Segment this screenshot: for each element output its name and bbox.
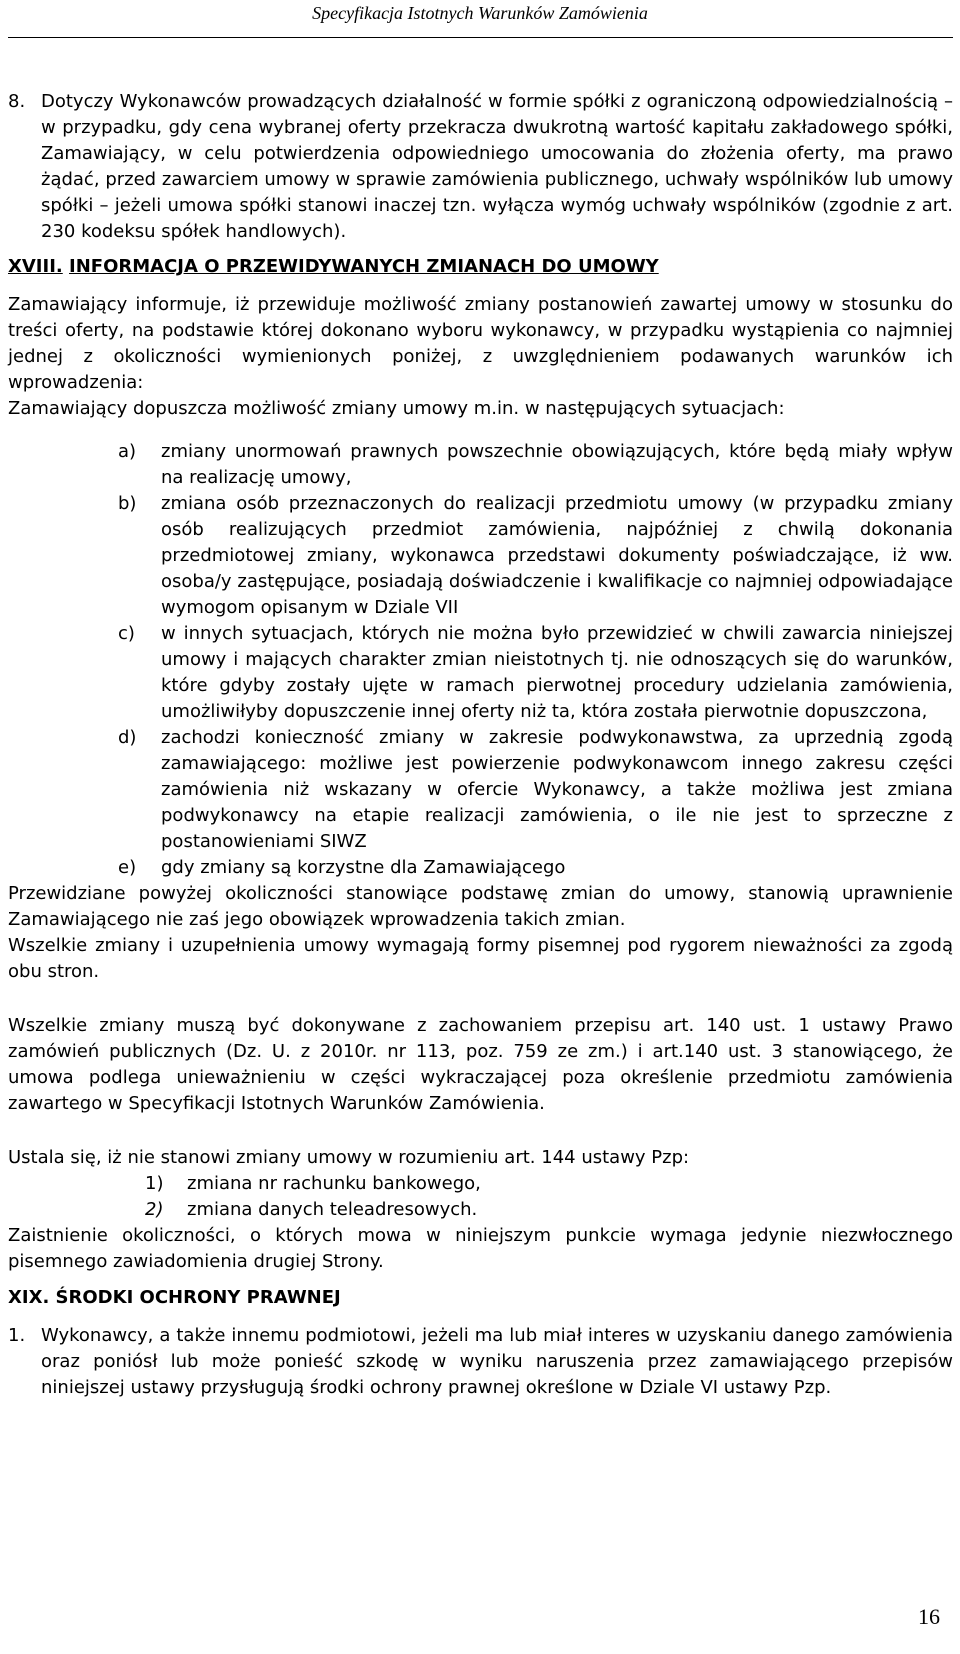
- spacer: [8, 985, 953, 1013]
- no-change-item-1: [145, 1171, 953, 1197]
- list-item-b-text: zmiana osób przeznaczonych do realizacji przedmiotu umowy (w przypadku zmiany osób realizujących przedmiot zamówienia, najpóźniej z chwilą dokonania przedmiotowej zmiany, wykonawca przedstawi dokumenty poświadczające, iż ww. osoba/y zastępujące, posiadają doświadczenie i kwalifikacje co najmniej odpowiadające wymogom opisanym w Dziale VII: [161, 493, 953, 618]
- list-item-d: [118, 725, 953, 855]
- para-entitlement: Przewidziane powyżej okoliczności stanowiące podstawę zmian do umowy, stanowią uprawnienie Zamawiającego nie zaś jego obowiązek wprowadzenia takich zmian.: [8, 883, 953, 930]
- section-19-point-1: [8, 1323, 953, 1401]
- no-change-item-2-marker: 2): [145, 1199, 164, 1220]
- list-item-d-text: zachodzi konieczność zmiany w zakresie podwykonawstwa, za uprzednią zgodą zamawiającego: możliwe jest powierzenie podwykonawcom innego zakresu części zamówienia niż wskazany w ofercie Wykonawcy, a także możliwa jest zmiana podwykonawcy na etapie realizacji zamówienia, o ile nie jest to sprzeczne z postanowieniami SIWZ: [161, 727, 953, 852]
- section-18-heading-text: INFORMACJA O PRZEWIDYWANYCH ZMIANACH DO UMOWY: [69, 256, 659, 277]
- point-8: [8, 89, 953, 245]
- para-notification: Zaistnienie okoliczności, o których mowa w niniejszym punkcie wymaga jedynie niezwłocznego pisemnego zawiadomienia drugiej Strony.: [8, 1225, 953, 1272]
- change-conditions-list: [8, 439, 953, 881]
- header-rule: [8, 37, 953, 38]
- section-19-point-1-number: 1.: [8, 1325, 26, 1346]
- para-law: Wszelkie zmiany muszą być dokonywane z zachowaniem przepisu art. 140 ust. 1 ustawy Prawo zamówień publicznych (Dz. U. z 2010r. nr 113, poz. 759 ze zm.) i art.140 ust. 3 stanowiącego, że umowa podlega unieważnieniu w części wykraczającej poza określenie przedmiotu zamówienia zawartego w Specyfikacji Istotnych Warunków Zamówienia.: [8, 1015, 953, 1114]
- list-item-d-marker: d): [118, 727, 137, 748]
- no-change-item-2-text: zmiana danych teleadresowych.: [187, 1199, 478, 1220]
- spacer: [8, 1117, 953, 1145]
- section-19-heading: XIX. ŚRODKI OCHRONY PRAWNEJ: [8, 1287, 341, 1308]
- para-written-form: Wszelkie zmiany i uzupełnienia umowy wymagają formy pisemnej pod rygorem nieważności za zgodą obu stron.: [8, 935, 953, 982]
- list-item-a: [118, 439, 953, 491]
- list-item-a-text: zmiany unormowań prawnych powszechnie obowiązujących, które będą miały wpływ na realizację umowy,: [161, 441, 953, 488]
- list-item-c-text: w innych sytuacjach, których nie można było przewidzieć w chwili zawarcia niniejszej umowy i mających charakter zmian nieistotnych tj. nie odnoszących się do warunków, które gdyby zostały ujęte w ramach pierwotnej procedury udzielania zamówienia, umożliwiłyby dopuszczenie innej oferty niż ta, która została pierwotnie dopuszczona,: [161, 623, 953, 722]
- list-item-e-text: gdy zmiany są korzystne dla Zamawiającego: [161, 857, 566, 878]
- no-change-item-2: [145, 1197, 953, 1223]
- page-content: [8, 89, 953, 1401]
- no-change-list: [8, 1171, 953, 1223]
- section-18-heading: [8, 254, 953, 280]
- list-item-b: [118, 491, 953, 621]
- page-number: 16: [918, 1604, 940, 1629]
- list-item-e: [118, 855, 953, 881]
- point-8-text: Dotyczy Wykonawców prowadzących działalność w formie spółki z ograniczoną odpowiedzialnością – w przypadku, gdy cena wybranej oferty przekracza dwukrotną wartość kapitału zakładowego spółki, Zamawiający, w celu potwierdzenia odpowiedniego umocowania do złożenia oferty, ma prawo żądać, przed zawarciem umowy w sprawie zamówienia publicznego, uchwały wspólników lub umowy spółki – jeżeli umowa spółki stanowi inaczej tzn. wyłącza wymóg uchwały wspólników (zgodnie z art. 230 kodeksu spółek handlowych).: [41, 91, 953, 242]
- list-item-a-marker: a): [118, 441, 137, 462]
- no-change-item-1-text: zmiana nr rachunku bankowego,: [187, 1173, 481, 1194]
- section-18-intro: Zamawiający informuje, iż przewiduje możliwość zmiany postanowień zawartej umowy w stosunku do treści oferty, na podstawie której dokonano wyboru wykonawcy, w przypadku wystąpienia co najmniej jednej z okoliczności wymienionych poniżej, z uwzględnieniem podawanych warunków ich wprowadzenia:: [8, 294, 953, 393]
- point-8-number: 8.: [8, 91, 26, 112]
- para-no-change: Ustala się, iż nie stanowi zmiany umowy w rozumieniu art. 144 ustawy Pzp:: [8, 1147, 690, 1168]
- list-item-c: [118, 621, 953, 725]
- list-item-c-marker: c): [118, 623, 135, 644]
- section-19-point-1-text: Wykonawcy, a także innemu podmiotowi, jeżeli ma lub miał interes w uzyskaniu danego zamówienia oraz poniósł lub może ponieść szkodę w wyniku naruszenia przez zamawiającego przepisów niniejszej ustawy przysługują środki ochrony prawnej określone w Dziale VI ustawy Pzp.: [41, 1325, 953, 1398]
- section-18-lead: Zamawiający dopuszcza możliwość zmiany umowy m.in. w następujących sytuacjach:: [8, 398, 785, 419]
- section-18-heading-number: XVIII.: [8, 256, 63, 277]
- list-item-b-marker: b): [118, 493, 137, 514]
- page-header-title: Specyfikacja Istotnych Warunków Zamówienia: [312, 3, 648, 23]
- no-change-item-1-marker: 1): [145, 1173, 164, 1194]
- list-item-e-marker: e): [118, 857, 137, 878]
